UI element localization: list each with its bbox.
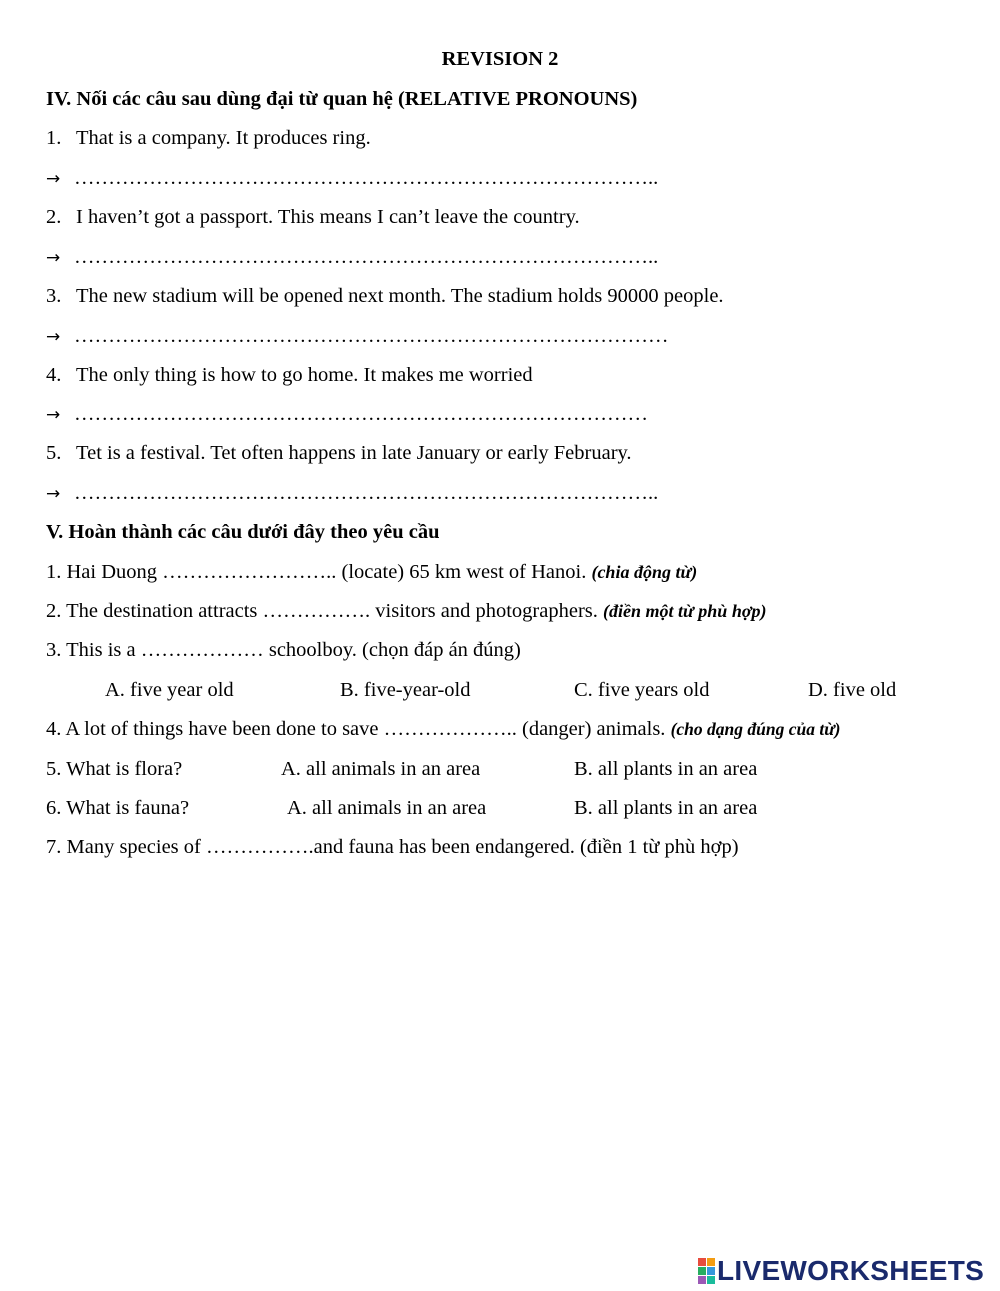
question-7[interactable]: [46, 835, 739, 859]
sentence-5: [46, 441, 632, 465]
question-3[interactable]: [46, 638, 521, 662]
answer-line-4[interactable]: [46, 402, 648, 426]
question-text[interactable]: 7. Many species of …………….and fauna has been endangered. (điền 1 từ phù hợp): [46, 836, 739, 858]
question-5: [0, 757, 1000, 781]
question-text: 5. What is flora?: [46, 758, 183, 780]
answer-line-1[interactable]: [46, 166, 658, 190]
page-title: REVISION 2: [441, 48, 559, 70]
logo-text: LIVEWORKSHEETS: [717, 1255, 985, 1286]
question-3-options: [0, 678, 1000, 702]
arrow-right-icon: →: [46, 327, 61, 347]
option-d[interactable]: D. five old: [808, 679, 897, 701]
sentence-number: 1.: [46, 127, 62, 149]
question-text[interactable]: 1. Hai Duong …………………….. (locate) 65 km west of Hanoi.: [46, 561, 592, 583]
arrow-right-icon: →: [46, 169, 61, 189]
question-text[interactable]: 3. This is a ……………… schoolboy. (chọn đáp án đúng): [46, 639, 521, 661]
sentence-4: [46, 363, 533, 387]
sentence-2: [46, 205, 580, 229]
answer-line-2[interactable]: [46, 245, 658, 269]
sentence-text: The only thing is how to go home. It makes me worried: [76, 364, 533, 386]
sentence-text: That is a company. It produces ring.: [76, 127, 371, 149]
option-a[interactable]: A. all animals in an area: [281, 758, 481, 780]
sentence-3: [46, 284, 724, 308]
section-v-heading: V. Hoàn thành các câu dưới đây theo yêu cầu: [46, 521, 440, 543]
logo-block: [698, 1258, 706, 1266]
logo-block: [707, 1267, 715, 1275]
arrow-right-icon: →: [46, 484, 61, 504]
arrow-right-icon: →: [46, 405, 61, 425]
question-4[interactable]: [46, 717, 841, 741]
liveworksheets-logo: [698, 1256, 984, 1286]
answer-blank[interactable]: …………………………………………………………………………: [74, 403, 648, 425]
question-text[interactable]: 2. The destination attracts ……………. visitors and photographers.: [46, 600, 604, 622]
option-b[interactable]: B. all plants in an area: [574, 797, 758, 819]
logo-block: [707, 1276, 715, 1284]
option-b[interactable]: B. five-year-old: [340, 679, 471, 701]
option-b[interactable]: B. all plants in an area: [574, 758, 758, 780]
sentence-text: Tet is a festival. Tet often happens in late January or early February.: [76, 442, 632, 464]
answer-blank[interactable]: ……………………………………………………………………………: [74, 325, 669, 347]
logo-blocks-icon: [698, 1258, 715, 1284]
sentence-number: 2.: [46, 206, 62, 228]
question-2[interactable]: [46, 599, 766, 623]
question-text: 6. What is fauna?: [46, 797, 190, 819]
sentence-text: The new stadium will be opened next month. The stadium holds 90000 people.: [76, 285, 724, 307]
sentence-number: 5.: [46, 442, 62, 464]
question-instruction: (cho dạng đúng của từ): [670, 719, 841, 739]
option-a[interactable]: A. all animals in an area: [287, 797, 487, 819]
answer-blank[interactable]: …………………………………………………………………………..: [74, 167, 659, 189]
sentence-number: 4.: [46, 364, 62, 386]
sentence-number: 3.: [46, 285, 62, 307]
arrow-right-icon: →: [46, 248, 61, 268]
question-instruction: (chia động từ): [591, 562, 698, 582]
question-instruction: (điền một từ phù hợp): [603, 601, 767, 621]
logo-block: [698, 1276, 706, 1284]
answer-blank[interactable]: …………………………………………………………………………..: [74, 482, 659, 504]
question-text[interactable]: 4. A lot of things have been done to save ……………….. (danger) animals.: [46, 718, 671, 740]
option-a[interactable]: A. five year old: [105, 679, 234, 701]
answer-line-5[interactable]: [46, 481, 658, 505]
question-1[interactable]: [46, 560, 697, 584]
sentence-1: [46, 126, 371, 150]
answer-blank[interactable]: …………………………………………………………………………..: [74, 246, 659, 268]
logo-block: [698, 1267, 706, 1275]
sentence-text: I haven’t got a passport. This means I can’t leave the country.: [76, 206, 580, 228]
section-iv-heading: IV. Nối các câu sau dùng đại từ quan hệ (RELATIVE PRONOUNS): [46, 88, 638, 110]
question-6: [0, 796, 1000, 820]
answer-line-3[interactable]: [46, 324, 669, 348]
option-c[interactable]: C. five years old: [574, 679, 710, 701]
logo-block: [707, 1258, 715, 1266]
